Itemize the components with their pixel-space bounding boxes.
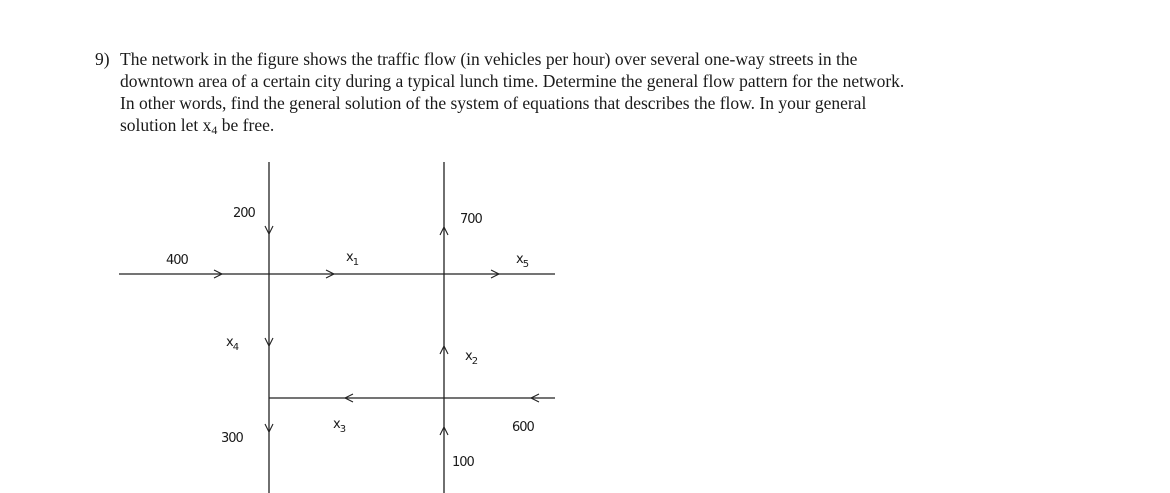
- label-x5-sub: 5: [522, 259, 529, 270]
- problem-line-4-text: solution let x: [120, 115, 212, 135]
- problem-number: 9): [95, 49, 110, 69]
- problem-line-1: The network in the figure shows the traffic flow (in vehicles per hour) over several one-way streets in the: [120, 49, 858, 69]
- label-x2-var: x: [465, 349, 472, 364]
- label-x2-sub: 2: [471, 356, 478, 367]
- label-300: 300: [221, 431, 243, 446]
- label-x3-var: x: [333, 417, 340, 432]
- label-x1-sub: 1: [352, 257, 359, 268]
- problem-line-4-end: be free.: [217, 115, 275, 135]
- label-x3-sub: 3: [339, 424, 346, 435]
- label-x4: [226, 335, 239, 353]
- label-200: 200: [233, 206, 255, 221]
- label-x2: [465, 349, 478, 367]
- label-x1: [346, 250, 359, 268]
- problem-line-4-sub: 4: [211, 123, 218, 137]
- label-x5: [516, 252, 529, 270]
- label-x3: [333, 417, 346, 435]
- label-600: 600: [512, 420, 534, 435]
- label-700: 700: [460, 212, 482, 227]
- label-x1-var: x: [346, 250, 353, 265]
- label-x5-var: x: [516, 252, 523, 267]
- label-100: 100: [452, 455, 474, 470]
- label-400: 400: [166, 253, 188, 268]
- problem-line-3: In other words, find the general solution of the system of equations that describes the flow. In your general: [120, 93, 867, 113]
- label-x4-var: x: [226, 335, 233, 350]
- label-x4-sub: 4: [232, 342, 239, 353]
- problem-line-2: downtown area of a certain city during a typical lunch time. Determine the general flow pattern for the network.: [120, 71, 905, 91]
